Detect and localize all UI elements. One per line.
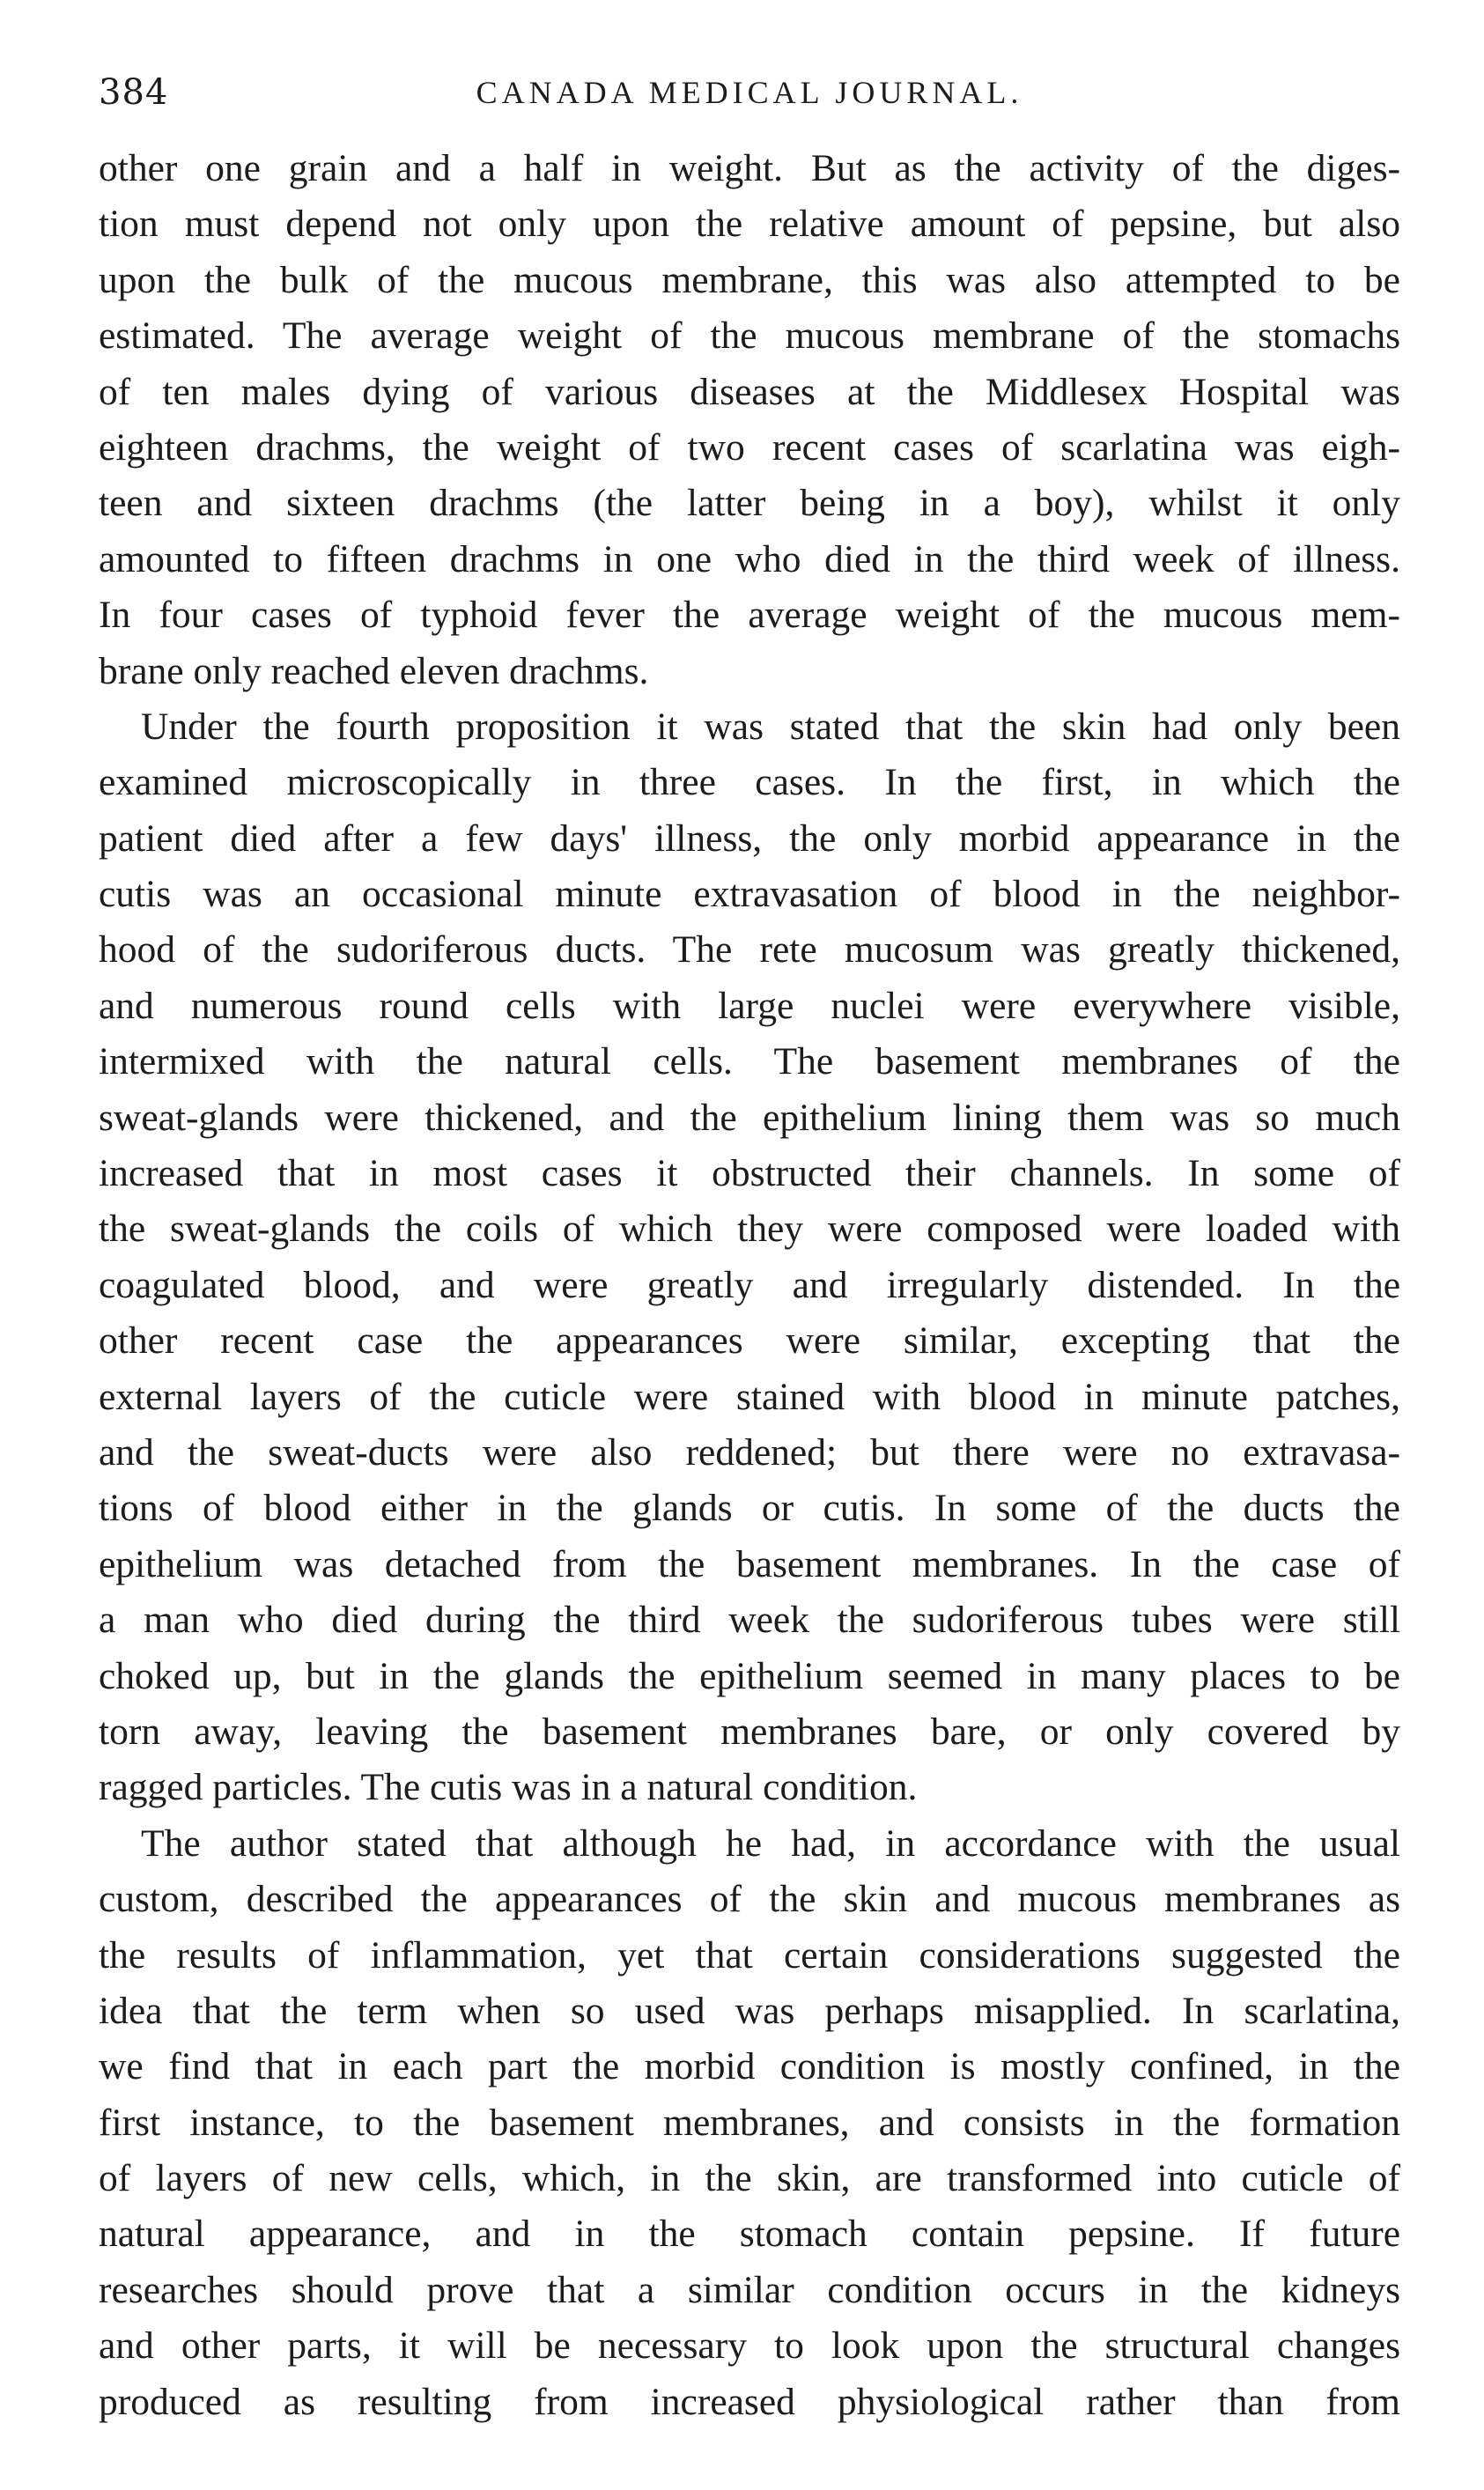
text-line: estimated. The average weight of the mucous membrane of the stomachs <box>99 314 1400 358</box>
text-line: upon the bulk of the mucous membrane, this was also attempted to be <box>99 258 1400 301</box>
text-line: other recent case the appearances were similar, excepting that the <box>99 1319 1400 1363</box>
text-line: external layers of the cuticle were stained with blood in minute patches, <box>99 1375 1400 1418</box>
text-line: hood of the sudoriferous ducts. The rete mucosum was greatly thickened, <box>99 928 1400 972</box>
text-line: brane only reached eleven drachms. <box>99 649 649 692</box>
text-line: amounted to fifteen drachms in one who died in the third week of illness. <box>99 537 1400 580</box>
text-line: and other parts, it will be necessary to look upon the structural changes <box>99 2324 1400 2368</box>
text-line: idea that the term when so used was perhaps misapplied. In scarlatina, <box>99 1989 1400 2032</box>
text-line: Under the fourth proposition it was stated that the skin had only been <box>141 705 1400 748</box>
text-line: torn away, leaving the basement membranes bare, or only covered by <box>99 1710 1400 1753</box>
page-number: 384 <box>99 72 169 113</box>
text-line: a man who died during the third week the sudoriferous tubes were still <box>99 1599 1400 1642</box>
text-line: other one grain and a half in weight. But as the activity of the diges- <box>99 147 1400 189</box>
text-line: choked up, but in the glands the epithelium seemed in many places to be <box>99 1654 1400 1697</box>
body-text <box>99 141 1400 2430</box>
text-line: natural appearance, and in the stomach contain pepsine. If future <box>99 2213 1400 2256</box>
text-line: custom, described the appearances of the skin and mucous membranes as <box>99 1878 1400 1921</box>
text-line: teen and sixteen drachms (the latter being in a boy), whilst it only <box>99 482 1400 525</box>
running-head: CANADA MEDICAL JOURNAL. <box>476 75 1023 110</box>
text-line: tions of blood either in the glands or cutis. In some of the ducts the <box>99 1487 1400 1530</box>
text-line: examined microscopically in three cases. In the first, in which the <box>99 761 1400 804</box>
paragraph <box>99 141 1400 699</box>
text-line: increased that in most cases it obstructed their channels. In some of <box>99 1152 1400 1195</box>
text-line: In four cases of typhoid fever the average weight of the mucous mem- <box>99 594 1400 637</box>
text-line: The author stated that although he had, in accordance with the usual <box>141 1821 1400 1865</box>
text-line: tion must depend not only upon the relative amount of pepsine, but also <box>99 203 1400 246</box>
paragraph <box>99 699 1400 1816</box>
text-line: epithelium was detached from the basement membranes. In the case of <box>99 1542 1400 1585</box>
text-line: and numerous round cells with large nuclei were everywhere visible, <box>99 984 1400 1027</box>
text-line: first instance, to the basement membranes, and consists in the formation <box>99 2101 1400 2144</box>
text-line: eighteen drachms, the weight of two recent cases of scarlatina was eigh- <box>99 425 1400 469</box>
text-line: intermixed with the natural cells. The basement membranes of the <box>99 1040 1400 1083</box>
text-line: ragged particles. The cutis was in a natural condition. <box>99 1766 918 1809</box>
text-line: researches should prove that a similar condition occurs in the kidneys <box>99 2268 1400 2311</box>
text-line: the sweat-glands the coils of which they were composed were loaded with <box>99 1208 1400 1251</box>
paragraph <box>99 1816 1400 2430</box>
text-line: sweat-glands were thickened, and the epithelium lining them was so much <box>99 1096 1400 1139</box>
page-header <box>99 62 1400 123</box>
text-line: coagulated blood, and were greatly and irregularly distended. In the <box>99 1263 1400 1306</box>
text-line: cutis was an occasional minute extravasation of blood in the neighbor- <box>99 873 1400 916</box>
text-line: of ten males dying of various diseases at the Middlesex Hospital was <box>99 370 1400 413</box>
text-line: patient died after a few days' illness, the only morbid appearance in the <box>99 816 1400 860</box>
text-line: produced as resulting from increased physiological rather than from <box>99 2380 1400 2423</box>
text-line: of layers of new cells, which, in the skin, are transformed into cuticle of <box>99 2157 1400 2200</box>
text-line: the results of inflammation, yet that certain considerations suggested the <box>99 1933 1400 1976</box>
text-line: we find that in each part the morbid condition is mostly confined, in the <box>99 2045 1400 2088</box>
text-line: and the sweat-ducts were also reddened; but there were no extravasa- <box>99 1430 1400 1474</box>
